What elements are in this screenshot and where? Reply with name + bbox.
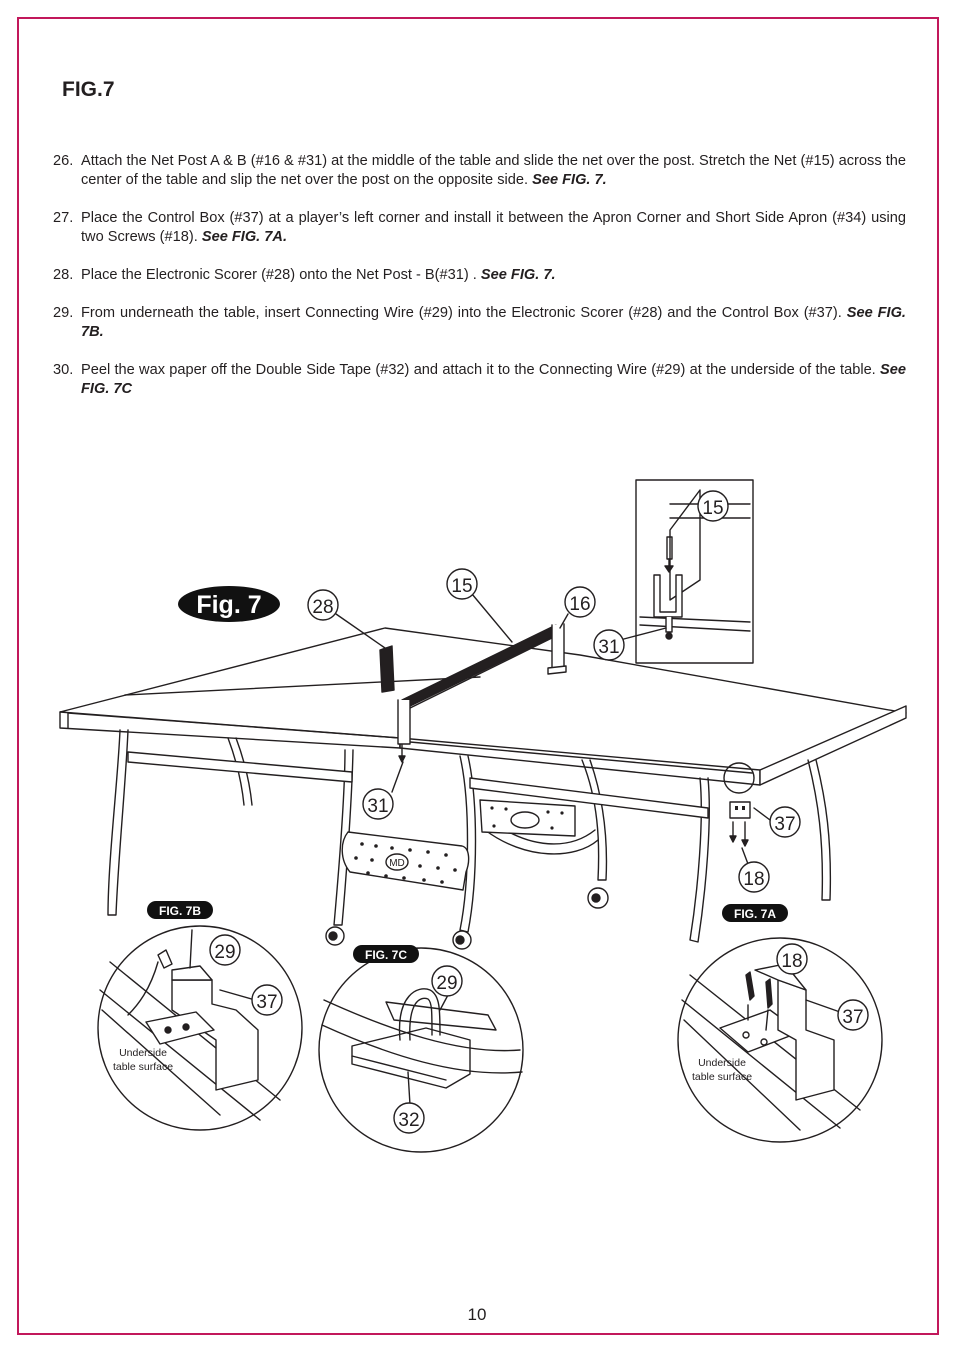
fig-7c-detail bbox=[319, 945, 523, 1152]
callout-7b-29 bbox=[210, 935, 240, 965]
fig-7a-detail bbox=[678, 904, 882, 1142]
svg-text:32: 32 bbox=[398, 1110, 420, 1131]
svg-text:28: 28 bbox=[312, 597, 334, 618]
fig-7b-tag: FIG. 7B bbox=[158, 904, 202, 918]
instruction-step bbox=[53, 266, 906, 285]
callout-37 bbox=[770, 807, 800, 837]
fig-7b-caption-line1: Underside bbox=[119, 1047, 167, 1059]
callout-31 bbox=[363, 789, 393, 819]
fig-7a-tag: FIG. 7A bbox=[733, 907, 777, 921]
step-number: 29. bbox=[53, 305, 74, 321]
scorer-logo: MD bbox=[389, 858, 405, 869]
step-number: 27. bbox=[53, 210, 74, 226]
step-text: Place the Electronic Scorer (#28) onto the Net Post - B(#31) . bbox=[81, 267, 481, 283]
callout-28 bbox=[308, 590, 338, 620]
svg-text:15: 15 bbox=[451, 576, 473, 597]
instruction-step bbox=[53, 209, 906, 247]
svg-text:31: 31 bbox=[367, 796, 389, 817]
fig-7b-caption-line2: table surface bbox=[112, 1061, 174, 1073]
instruction-step bbox=[53, 152, 906, 190]
svg-text:18: 18 bbox=[781, 951, 803, 972]
step-figure-reference: See FIG. 7A. bbox=[201, 229, 288, 245]
step-figure-reference: See FIG. 7C bbox=[81, 362, 906, 397]
svg-text:37: 37 bbox=[842, 1007, 864, 1028]
step-number: 26. bbox=[53, 153, 74, 169]
step-text: From underneath the table, insert Connecting Wire (#29) into the Electronic Scorer (#28) and the Control Box (#37). bbox=[81, 305, 847, 321]
assembly-illustration bbox=[0, 470, 954, 1160]
fig-7-label bbox=[178, 586, 280, 622]
callout-7a-18 bbox=[777, 944, 807, 974]
page-heading: FIG.7 bbox=[62, 78, 115, 101]
callout-7c-32 bbox=[394, 1103, 424, 1133]
page-number: 10 bbox=[467, 1305, 487, 1324]
net-clip-inset bbox=[636, 480, 753, 663]
step-text: Attach the Net Post A & B (#16 & #31) at the middle of the table and slide the net over the post. Stretch the Net (#15) across the center of the table and slip the net over the post on the opposite side. bbox=[81, 153, 906, 188]
step-figure-reference: See FIG. 7. bbox=[532, 172, 607, 188]
fig-7c-tag: FIG. 7C bbox=[364, 948, 408, 962]
callout-16 bbox=[565, 587, 595, 617]
svg-text:16: 16 bbox=[569, 594, 591, 615]
svg-text:37: 37 bbox=[256, 992, 278, 1013]
instruction-list bbox=[53, 152, 906, 418]
step-figure-reference: See FIG. 7. bbox=[480, 267, 556, 283]
step-text: Place the Control Box (#37) at a player’s left corner and install it between the Apron Corner and Short Side Apron (#34) using two Screws (#18). bbox=[81, 210, 906, 245]
svg-text:37: 37 bbox=[774, 814, 796, 835]
step-number: 28. bbox=[53, 267, 74, 283]
callout-18 bbox=[739, 862, 769, 892]
step-number: 30. bbox=[53, 362, 74, 378]
step-text: Peel the wax paper off the Double Side Tape (#32) and attach it to the Connecting Wire (#29) at the underside of the table. bbox=[81, 362, 881, 378]
fig-7a-caption-line2: table surface bbox=[691, 1071, 753, 1083]
svg-text:29: 29 bbox=[436, 973, 458, 994]
callout-7a-37 bbox=[838, 1000, 868, 1030]
fig-7-label-text: Fig. 7 bbox=[196, 591, 262, 619]
fig-7b-detail bbox=[98, 901, 302, 1130]
caster-wheel bbox=[326, 888, 608, 949]
callout-7b-37 bbox=[252, 985, 282, 1015]
instruction-step bbox=[53, 361, 906, 399]
fig-7a-caption-line1: Underside bbox=[698, 1057, 746, 1069]
callout-inset-31 bbox=[594, 630, 624, 660]
callout-inset-15 bbox=[698, 491, 728, 521]
svg-text:18: 18 bbox=[743, 869, 765, 890]
svg-text:15: 15 bbox=[702, 498, 724, 519]
svg-text:31: 31 bbox=[598, 637, 620, 658]
callout-15 bbox=[447, 569, 477, 599]
step-figure-reference: See FIG. 7B. bbox=[81, 305, 906, 340]
callout-7c-29 bbox=[432, 966, 462, 996]
svg-text:29: 29 bbox=[214, 942, 236, 963]
instruction-step bbox=[53, 304, 906, 342]
